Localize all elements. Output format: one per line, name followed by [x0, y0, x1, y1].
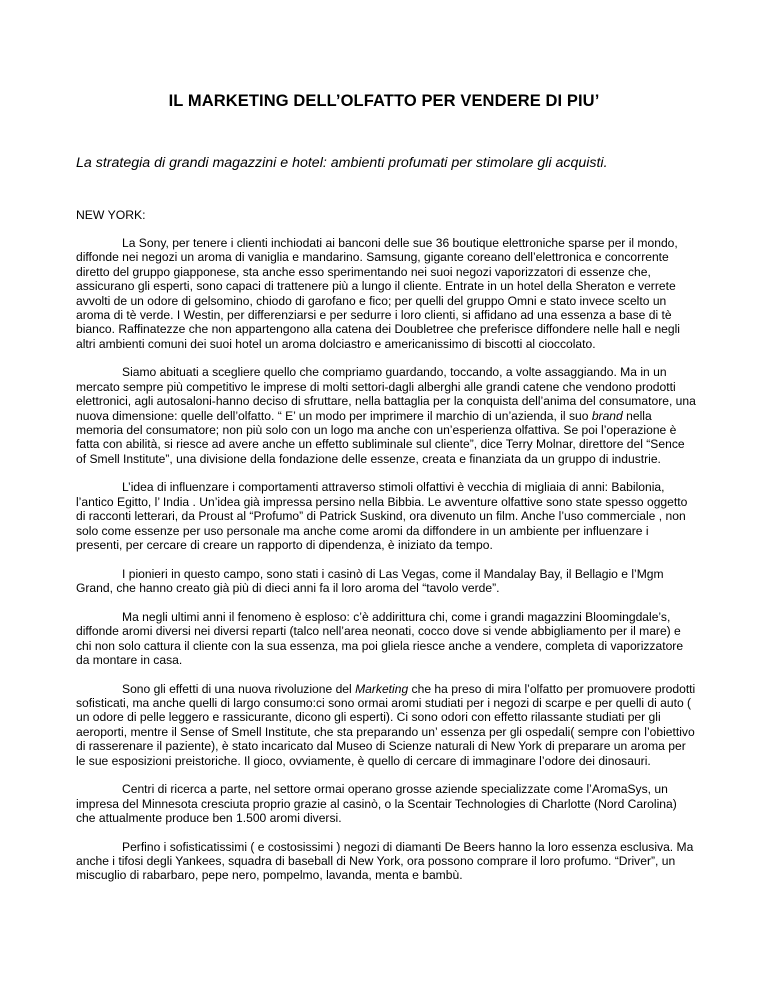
paragraph: Sono gli effetti di una nuova rivoluzione del Marketing che ha preso di mira l’olfatto per promuovere prodotti sofisticati, ma anche quelli di largo consumo:ci sono ormai aromi studiati per i negozi di scarpe e per quelli di auto ( un odore di pelle leggero e rassicurante, dicono gli esperti). Ci sono odori con effetto rilassante studiati per gli aeroporti, mentre il Sense of Smell Institute, che sta preparando un’ essenza per gli ospedali( sempre con l’obiettivo di rasserenare il paziente), è stato incaricato dal Museo di Scienze naturali di New York di preparare un aroma per le sue esposizioni preistoriche. Il gioco, ovviamente, è quello di cercare di immaginare l’odore dei dinosauri.	[76, 681, 696, 768]
paragraph: I pionieri in questo campo, sono stati i casinò di Las Vegas, come il Mandalay Bay, il Bellagio e l’Mgm Grand, che hanno creato già più di dieci anni fa il loro aroma del “tavolo verde”.	[76, 566, 664, 596]
paragraph: L’idea di influenzare i comportamenti attraverso stimoli olfattivi è vecchia di migliaia di anni: Babilonia, l’antico Egitto, l’ India . Un’idea già impressa persino nella Bibbia. Le avventure olfattive sono state spesso oggetto di racconti letterari, da Proust al “Profumo” di Patrick Suskind, ora divenuto un film. Anche l’uso commerciale , non solo come essenze per uso personale ma anche come aromi da diffondere in un ambiente per influenzare i presenti, per cercare di creare un rapporto di dipendenza, è iniziato da tempo.	[76, 480, 688, 553]
paragraph: Ma negli ultimi anni il fenomeno è esploso: c’è addirittura chi, come i grandi magazzini Bloomingdale’s, diffonde aromi diversi nei diversi reparti (talco nell’area neonati, cocco dove si vende abbigliamento per il mare) e chi non solo cattura il cliente con la sua essenza, ma poi gliela riesce anche a vendere, completa di vaporizzatore da montare in casa.	[76, 609, 684, 667]
paragraph: Siamo abituati a scegliere quello che compriamo guardando, toccando, a volte assaggiando. Ma in un mercato sempre più competitivo le imprese di molti settori-dagli alberghi alle grandi catene che vendono prodotti elettronici, agli autosaloni-hanno deciso di sfruttare, nella battaglia per la conquista dell’anima del consumatore, una nuova dimensione: quelle dell’olfatto. “ E’ un modo per imprimere il marchio di un’azienda, il suo brand nella memoria del consumatore; non più solo con un logo ma anche con un’esperienza olfattiva. Se poi l’operazione è fatta con abilità, si riesce ad avere anche un effetto subliminale sul cliente”, dice Terry Molnar, direttore del “Sence of Smell Institute”, una divisione della fondazione delle essenze, creata e finanziata da un gruppo di industrie.	[76, 365, 696, 466]
paragraph: Centri di ricerca a parte, nel settore ormai operano grosse aziende specializzate come l’AromaSys, un impresa del Minnesota cresciuta proprio grazie al casinò, o la Scentair Technologies di Charlotte (Nord Carolina) che attualmente produce ben 1.500 aromi diversi.	[76, 782, 677, 825]
paragraph: Perfino i sofisticatissimi ( e costosissimi ) negozi di diamanti De Beers hanno la loro essenza esclusiva. Ma anche i tifosi degli Yankees, squadra di baseball di New York, ora possono comprare il loro profumo. “Driver”, un miscuglio di rabarbaro, pepe nero, pompelmo, lavanda, menta e bambù.	[76, 839, 694, 883]
dateline: NEW YORK:	[76, 208, 146, 222]
emphasis: Marketing	[355, 681, 409, 696]
article-title: IL MARKETING DELL’OLFATTO PER VENDERE DI PIU’	[168, 92, 600, 110]
article-body	[76, 236, 698, 897]
emphasis: brand	[591, 408, 623, 423]
paragraph: La Sony, per tenere i clienti inchiodati ai banconi delle sue 36 boutique elettroniche sparse per il mondo, diffonde nei negozi un aroma di vaniglia e mandarino. Samsung, gigante coreano dell’elettronica e concorrente diretto del gruppo giapponese, sta anche esso sperimentando nei suoi negozi vaporizzatori di essenze che, assicurano gli esperti, sono capaci di trattenere più a lungo il cliente. Entrate in un hotel della Sheraton e verrete avvolti de un odore di gelsomino, chiodo di garofano e fico; per quelli del gruppo Omni e stato invece scelto un aroma di tè verde. I Westin, per differenziarsi e per sedurre i loro clienti, si affidano ad una essenza a base di tè bianco. Raffinatezze che non appartengono alla catena dei Doubletree che preferisce diffondere nelle hall e negli altri ambienti comuni dei suoi hotel un aroma dolciastro e americanissimo di biscotti al cioccolato.	[76, 236, 680, 351]
article-subtitle: La strategia di grandi magazzini e hotel: ambienti profumati per stimolare gli acquisti.	[76, 155, 608, 171]
